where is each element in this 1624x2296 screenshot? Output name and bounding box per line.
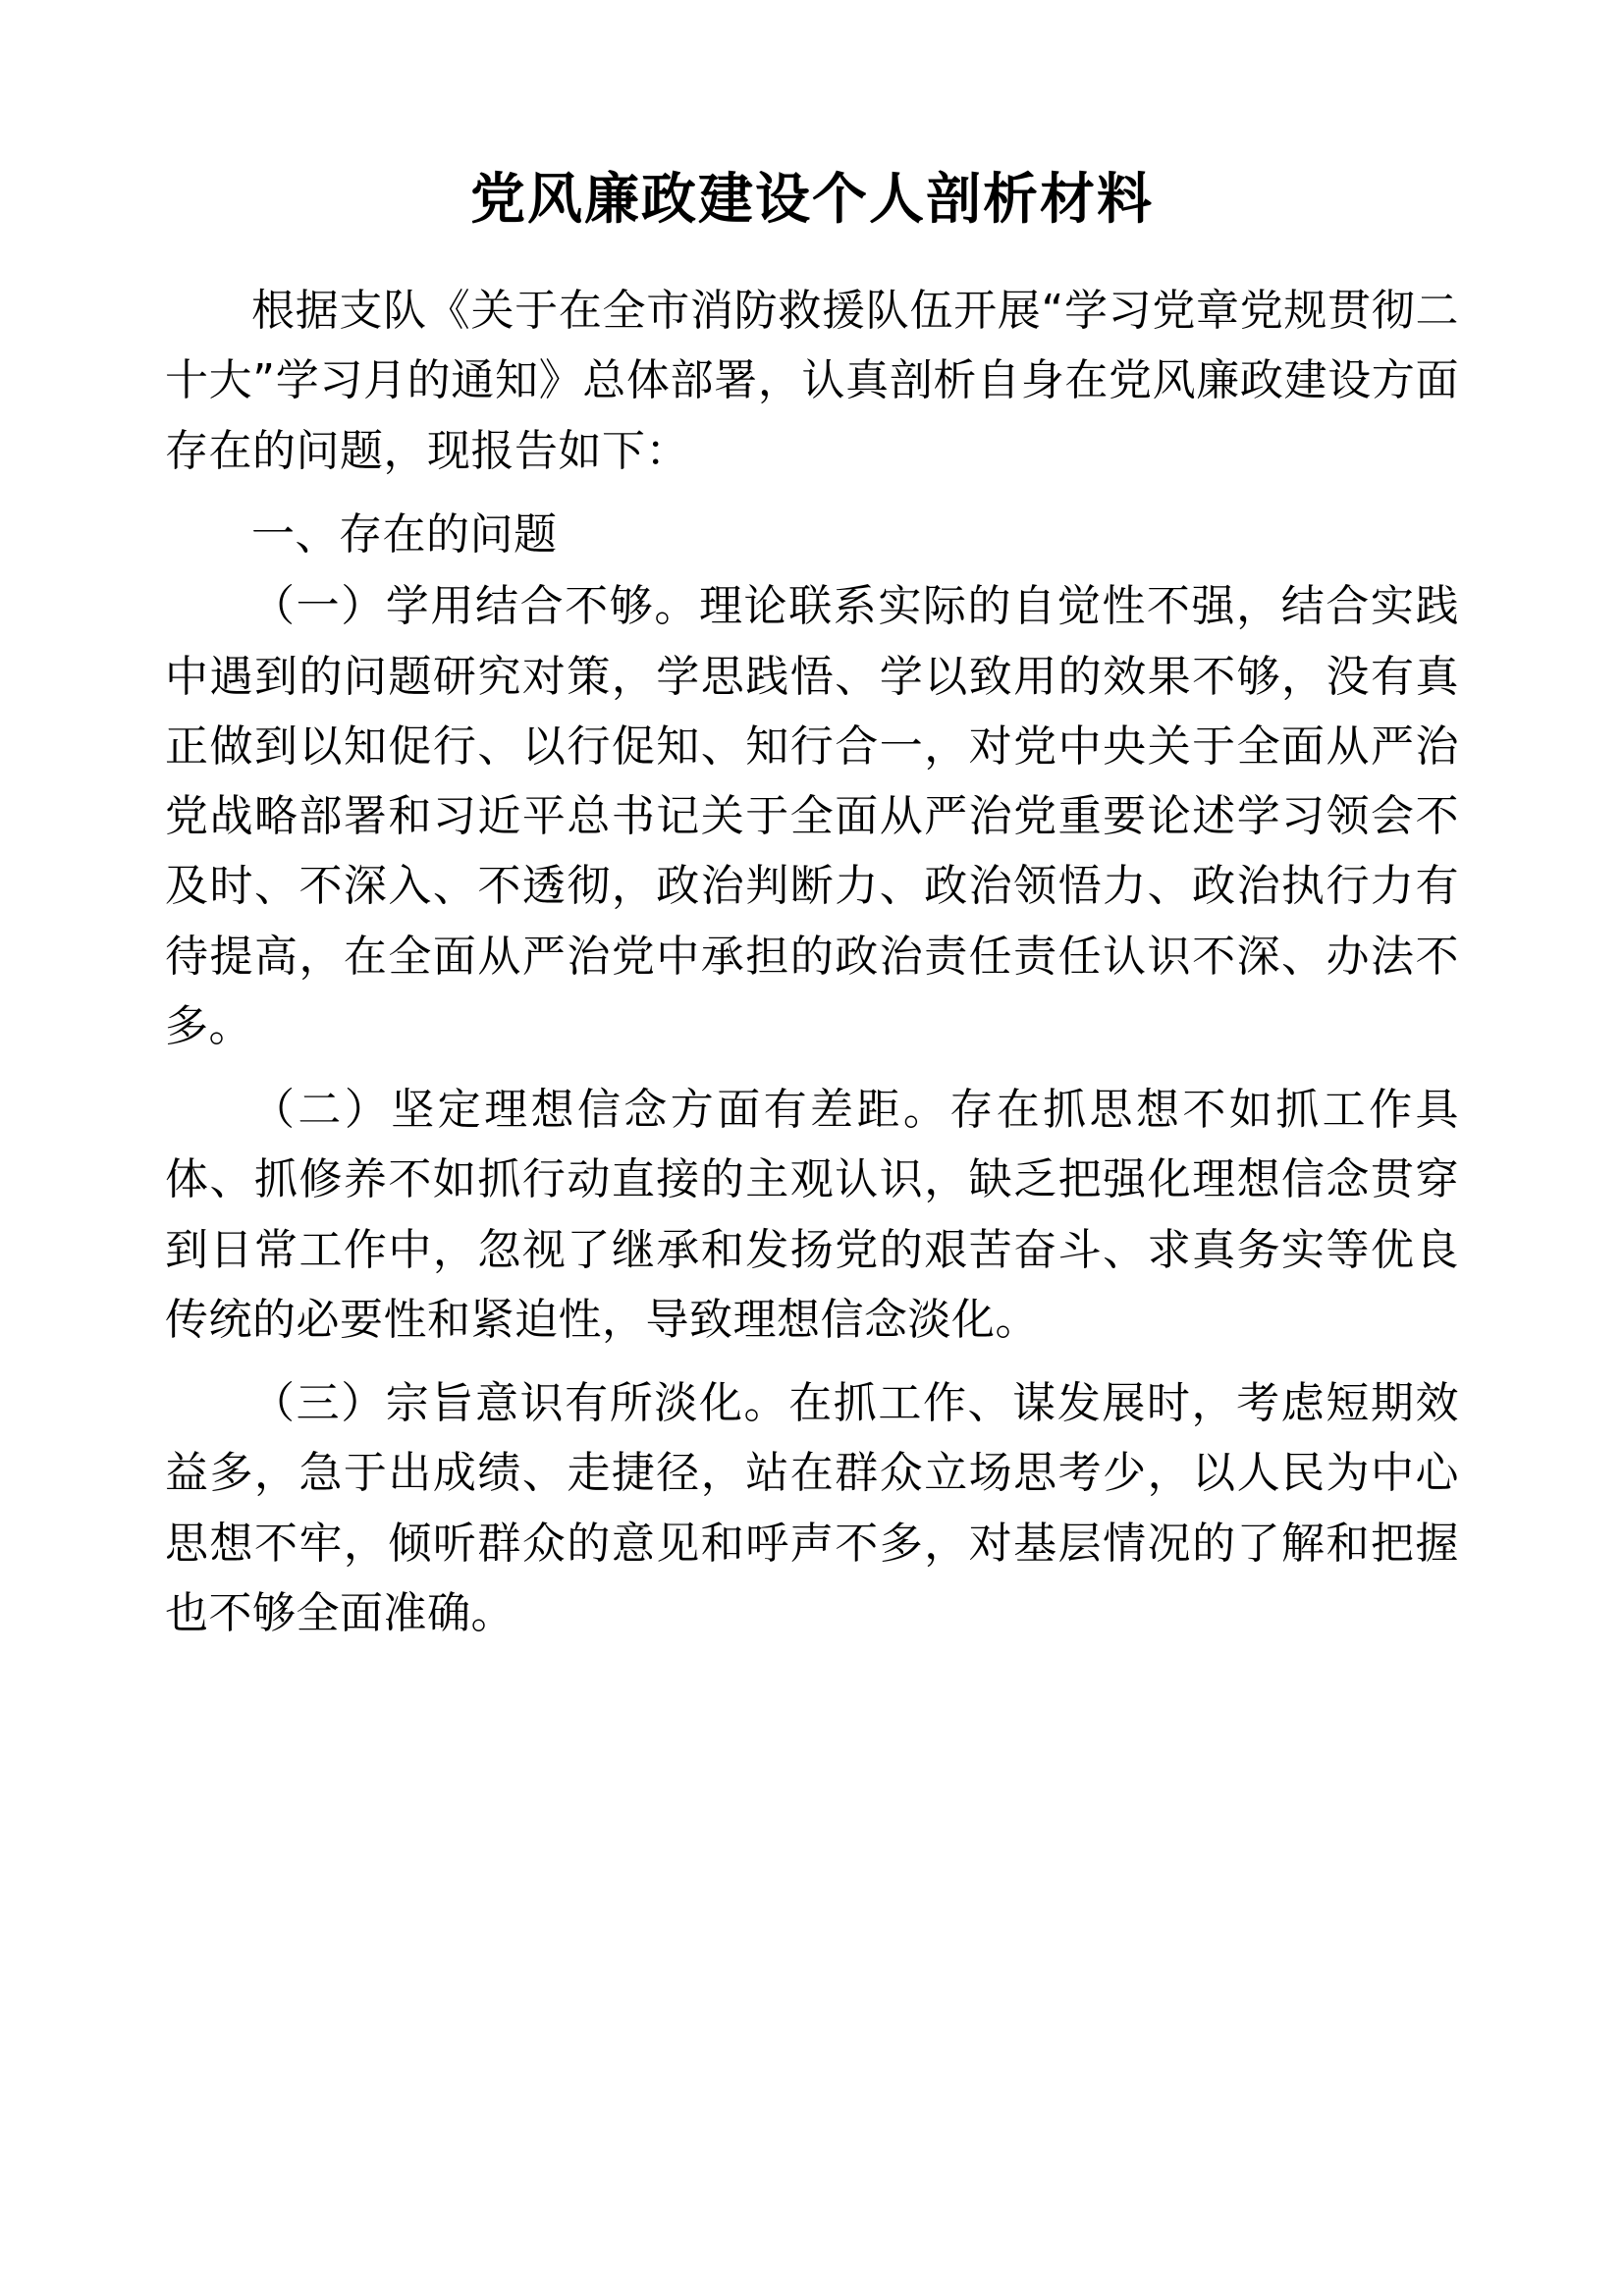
paragraph-item-one: （一）学用结合不够。理论联系实际的自觉性不强，结合实践中遇到的问题研究对策，学思践悟、学以致用的效果不够，没有真正做到以知促行、以行促知、知行合一，对党中央关于全面从严治党战略部署和习近平总书记关于全面从严治党重要论述学习领会不及时、不深入、不透彻，政治判断力、政治领悟力、政治执行力有待提高，在全面从严治党中承担的政治责任责任认识不深、办法不多。 (165, 581, 1459, 1051)
paragraph-intro: 根据支队《关于在全市消防救援队伍开展“学习党章党规贯彻二十大”学习月的通知》总体部署，认真剖析自身在党风廉政建设方面存在的问题，现报告如下： (165, 286, 1459, 476)
paragraph-item-three: （三）宗旨意识有所淡化。在抓工作、谋发展时，考虑短期效益多，急于出成绩、走捷径，站在群众立场思考少，以人民为中心思想不牢，倾听群众的意见和呼声不多，对基层情况的了解和把握也不够全面准确。 (165, 1378, 1459, 1638)
page-title: 党风廉政建设个人剖析材料 (470, 168, 1154, 232)
paragraph-section-heading-one: 一、存在的问题 (251, 508, 558, 560)
paragraph-item-two: （二）坚定理想信念方面有差距。存在抓思想不如抓工作具体、抓修养不如抓行动直接的主观认识，缺乏把强化理想信念贯穿到日常工作中，忽视了继承和发扬党的艰苦奋斗、求真务实等优良传统的必要性和紧迫性，导致理想信念淡化。 (165, 1085, 1459, 1345)
